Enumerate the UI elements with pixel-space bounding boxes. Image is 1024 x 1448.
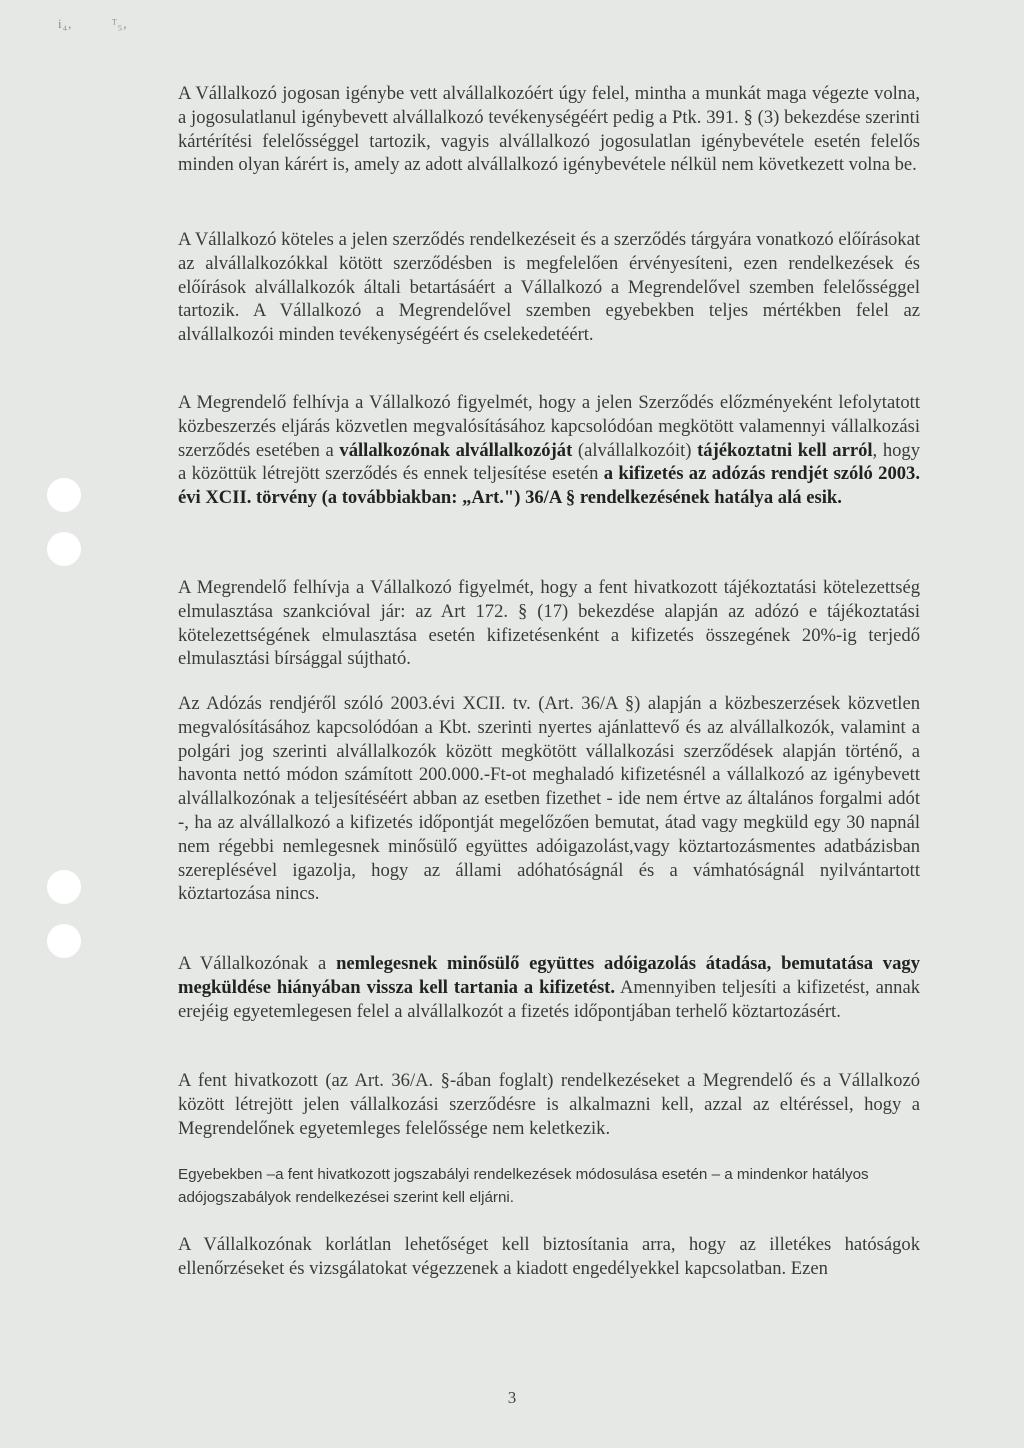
text-run: Egyebekben –a fent hivatkozott jogszabályi rendelkezések módosulása esetén – a mindenkor hatályos adójogszabályok rendelkezései szerint kell eljárni. <box>178 1166 869 1206</box>
text-run: Az Adózás rendjéről szóló 2003.évi XCII. tv. (Art. 36/A §) alapján a közbeszerzések közvetlen megvalósításához kapcsolódóan a Kbt. szerinti nyertes ajánlattevő és az alvállalkozók, valamint a polgári jog szerinti alvállalkozók között megkötött vállalkozási szerződések alapján történő, a havonta nettó módon számított 200.000.-Ft-ot meghaladó kifizetésnél a vállalkozó az igénybevett alvállalkozónak a teljesítéséért abban az esetben fizethet - ide nem értve az általános forgalmi adót -, ha az alvállalkozó a kifizetés időpontját megelőzően bemutat, átad vagy megküld egy 30 napnál nem régebbi nemlegesnek minősülő együttes adóigazolást,vagy köztartozásmentes adatbázisban szereplésével igazolja, hogy az állami adóhatóságnál és a vámhatóságnál nyilvántartott köztartozása nincs. <box>178 693 920 905</box>
bold-text-run: tájékoztatni kell arról <box>697 439 873 461</box>
text-run: (alvállalkozóit) <box>572 439 698 461</box>
text-run: A fent hivatkozott (az Art. 36/A. §-ában foglalt) rendelkezéseket a Megrendelő és a Vállalkozó között létrejött jelen vállalkozási szerződésre is alkalmazni kell, azzal az eltéréssel, hogy a Megrendelőnek egyetemleges felelőssége nem keletkezik. <box>178 1070 920 1139</box>
text-run: A Vállalkozó köteles a jelen szerződés rendelkezéseit és a szerződés tárgyára vonatkozó előírásokat az alvállalkozókkal kötött szerződésben is megfelelően érvényesíteni, ezen rendelkezések és előírások alvállalkozók általi betartásáért a Vállalkozó a Megrendelővel szemben felelősséggel tartozik. A Vállalkozó a Megrendelővel szemben egyebekben teljes mértékben felel az alvállalkozói minden tevékenységéért és cselekedetéért. <box>178 229 920 346</box>
text-run: A Megrendelő felhívja a Vállalkozó figyelmét, hogy a fent hivatkozott tájékoztatási kötelezettség elmulasztása szankcióval jár: az Art 172. § (17) bekezdése alapján az adózó e tájékoztatási kötelezettségének elmulasztása esetén kifizetésenként a kifizetés összegének 20%-ig terjedő elmulasztási bírsággal sújtható. <box>178 577 920 670</box>
scan-mark: ᵀ₅, <box>112 16 128 31</box>
scan-mark: i₄, <box>58 16 73 31</box>
punch-hole <box>47 478 81 512</box>
text-run: A Vállalkozó jogosan igénybe vett alvállalkozóért úgy felel, mintha a munkát maga végezte volna, a jogosulatlanul igénybevett alvállalkozó tevékenységéért pedig a Ptk. 391. § (3) bekezdése szerinti kártérítési felelősséggel tartozik, vagyis alvállalkozó jogosulatlan igénybevétele esetén felelős minden olyan kárért is, amely az adott alvállalkozó igénybevétele nélkül nem következett volna be. <box>178 83 920 176</box>
text-run: Amennyiben teljesíti a kifizetést, annak erejéig egyetemlegesen felel a alvállalkozót a fizetés időpontjában terhelő köztartozásért. <box>178 976 920 1022</box>
paragraph <box>178 391 920 510</box>
text-run: A Megrendelő felhívja a Vállalkozó figyelmét, hogy a jelen Szerződés előzményeként lefolytatott közbeszerzés eljárás közvetlen megvalósításához kapcsolódóan megkötött valamennyi vállalkozási szerződés esetében a <box>178 392 920 461</box>
paragraph <box>178 1164 920 1209</box>
bold-text-run: nemlegesnek minősülő együttes adóigazolás átadása, bemutatása vagy megküldése hiányában vissza kell tartania a kifizetést. <box>178 953 920 998</box>
punch-hole <box>47 870 81 904</box>
punch-hole <box>47 532 81 566</box>
page-number: 3 <box>507 1388 517 1407</box>
paragraph <box>178 952 920 1023</box>
bold-text-run: vállalkozónak alvállalkozóját <box>339 439 573 461</box>
text-run: A Vállalkozónak a <box>178 953 337 974</box>
text-run: , hogy a közöttük létrejött szerződés és ennek teljesítése esetén <box>178 439 920 485</box>
text-run: A Vállalkozónak korlátlan lehetőséget kell biztosítania arra, hogy az illetékes hatóságok ellenőrzéseket és vizsgálatokat végezzenek a kiadott engedélyekkel kapcsolatban. Ezen <box>178 1234 920 1279</box>
paragraph <box>178 576 920 671</box>
paragraph <box>178 692 920 906</box>
paragraph <box>178 1069 920 1140</box>
paragraph <box>178 228 920 347</box>
paragraph <box>178 1233 920 1281</box>
bold-text-run: a kifizetés az adózás rendjét szóló 2003. évi XCII. törvény (a továbbiakban: „Art.") 36/A § rendelkezésének hatálya alá esik. <box>178 463 920 509</box>
paragraph <box>178 82 920 177</box>
punch-hole <box>47 924 81 958</box>
